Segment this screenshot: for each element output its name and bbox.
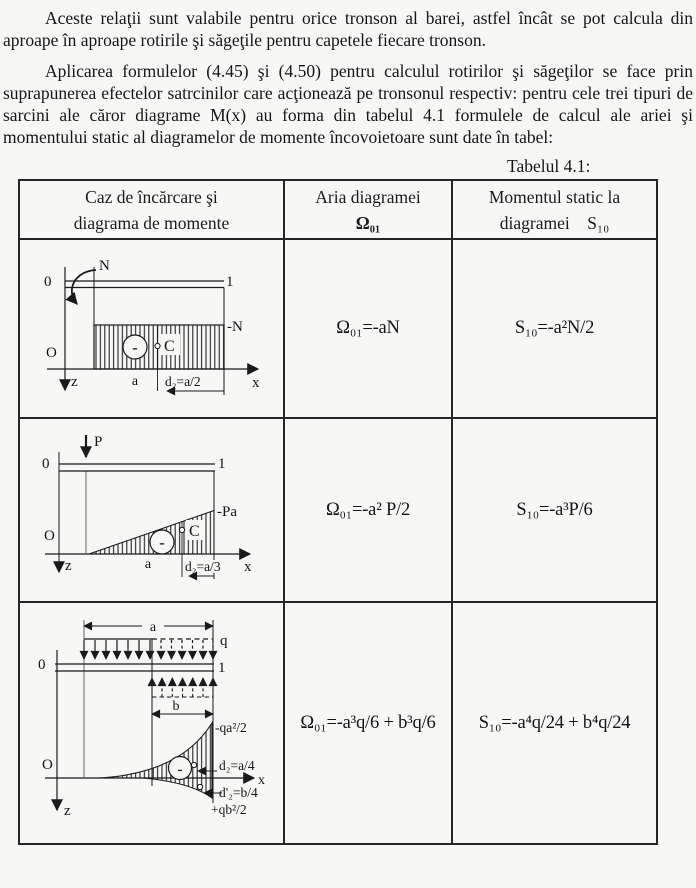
header-area xyxy=(284,180,452,239)
centroid-label: C xyxy=(189,523,200,540)
diagram-cell-moment-N xyxy=(19,239,284,418)
header-load-case-line2: diagrama de momente xyxy=(73,212,230,233)
table-header-row xyxy=(19,180,657,239)
load-label: N xyxy=(99,258,110,274)
z-axis-label: z xyxy=(71,374,78,390)
static-formula-row2: S₁₀=-a³P/6 xyxy=(452,418,657,602)
centroid-distance-label: d₂=a/2 xyxy=(165,374,201,389)
centroid-label: C xyxy=(164,338,175,355)
node-1-label: 1 xyxy=(226,274,234,290)
table-row-force-P xyxy=(19,418,657,602)
paragraph-1: Aceste relaţii sunt valabile pentru orice tronson al barei, astfel încât se pot calcula din aproape în aproape rotirile şi săgeţile pentru capetele fiecare tronson. xyxy=(3,8,693,50)
beam xyxy=(59,464,215,471)
table-4-1 xyxy=(18,179,658,845)
centroid-distance-label-positive: d'₂=b/4 xyxy=(219,785,258,800)
span-b-label: b xyxy=(172,699,180,714)
intro-text xyxy=(0,0,696,148)
centroid-marker xyxy=(155,343,160,348)
moment-N-diagram xyxy=(20,240,281,415)
area-formula-row2: Ω₀₁=-a² P/2 xyxy=(284,418,452,602)
header-area-symbol: Ω₀₁ xyxy=(355,212,381,233)
header-area-line1: Aria diagramei xyxy=(315,186,421,207)
sign-label: - xyxy=(177,761,183,778)
header-static-line2: diagramei S₁₀ xyxy=(499,212,610,233)
centroid-distance-label: d₂=a/3 xyxy=(185,559,221,574)
beam xyxy=(65,281,224,288)
beam xyxy=(55,664,214,671)
header-load-case xyxy=(19,180,284,239)
peak-value-label: -Pa xyxy=(217,504,237,520)
centroid-marker xyxy=(179,527,184,532)
span-label: a xyxy=(131,374,139,389)
node-0-label: 0 xyxy=(42,456,50,472)
node-1-label: 1 xyxy=(218,660,226,676)
area-formula-row1: Ω₀₁=-aN xyxy=(284,239,452,418)
sign-label: - xyxy=(132,338,138,357)
table-row-distributed-q xyxy=(19,602,657,844)
header-static-line1: Momentul static la xyxy=(488,186,621,207)
negative-moment-area xyxy=(98,723,212,778)
z-axis-label: z xyxy=(64,803,71,819)
header-static-moment xyxy=(452,180,657,239)
node-0-label: 0 xyxy=(44,274,52,290)
origin-label: O xyxy=(44,528,55,544)
distributed-q-diagram xyxy=(20,603,281,841)
diagram-cell-force-P xyxy=(19,418,284,602)
span-label: a xyxy=(144,557,152,572)
x-axis-label: x xyxy=(244,559,252,575)
table-caption: Tabelul 4.1: xyxy=(507,156,591,176)
header-load-case-line1: Caz de încărcare şi xyxy=(85,186,218,207)
sign-label: - xyxy=(159,533,165,552)
area-formula-row3: Ω₀₁=-a³q/6 + b³q/6 xyxy=(284,602,452,844)
peak-negative-label: -qa²/2 xyxy=(215,720,247,735)
span-a-label: a xyxy=(149,620,157,635)
x-axis-label: x xyxy=(252,375,260,391)
node-0-label: 0 xyxy=(38,657,46,673)
load-label: q xyxy=(220,633,228,649)
counter-load-arrows xyxy=(152,678,213,697)
z-axis-label: z xyxy=(65,558,72,574)
origin-label: O xyxy=(46,345,57,361)
paragraph-2: Aplicarea formulelor (4.45) şi (4.50) pentru calculul rotirilor şi săgeţilor se face prin suprapunerea efectelor satrcinilor care acţionează pe tronsonul respectiv: pentru cele trei tipuri de sarcini ale căror diagrame M(x) au forma din tabelul 4.1 formulele de calcul ale ariei şi momentului static al diagramelor de momente încovoietoare sunt date în tabel: xyxy=(3,61,693,147)
table-row-moment-N xyxy=(19,239,657,418)
node-1-label: 1 xyxy=(218,456,226,472)
peak-positive-label: +qb²/2 xyxy=(211,802,247,817)
centroid-distance-label-negative: d₂=a/4 xyxy=(219,758,255,773)
load-label: P xyxy=(94,434,103,450)
force-P-diagram xyxy=(20,419,281,599)
origin-label: O xyxy=(42,757,53,773)
centroid-marker-positive xyxy=(197,784,202,789)
centroid-marker-negative xyxy=(191,762,196,767)
distributed-load-arrows xyxy=(84,639,213,659)
diagram-cell-distributed-q xyxy=(19,602,284,844)
static-formula-row1: S₁₀=-a²N/2 xyxy=(452,239,657,418)
static-formula-row3: S₁₀=-a⁴q/24 + b⁴q/24 xyxy=(452,602,657,844)
x-axis-label: x xyxy=(258,773,265,788)
peak-value-label: -N xyxy=(227,319,243,335)
